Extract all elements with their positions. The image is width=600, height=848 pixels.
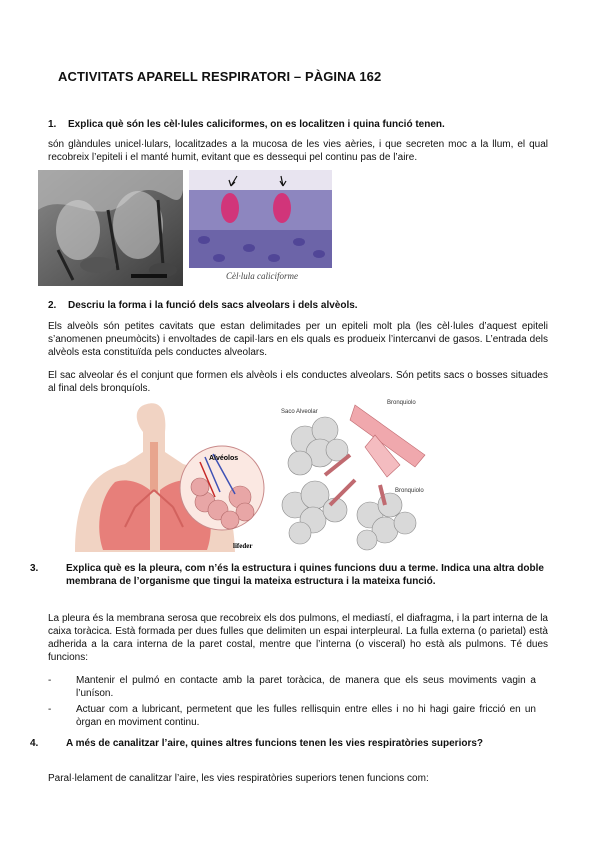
answer-2b: El sac alveolar és el conjunt que formen els alvèols i els conductes alveolars. Són petits sacs o bosses situades al final dels bronquíols. <box>48 370 548 394</box>
answer-2a: Els alveòls són petites cavitats que estan delimitades per un epiteli molt pla (les cèl·lules d’aquest epiteli s’anomenen pneumòcits) i envoltades de capil·lars en els quals es produeix l’intercanvi de gasos. L’entrada dels alvèols esta constituïda pels conductes alveolars. <box>48 321 548 358</box>
goblet-cell-image <box>189 170 332 268</box>
alveolos-label: Alvéolos <box>209 455 239 462</box>
figure-caption: Cèl·lula caliciforme <box>226 271 298 281</box>
micrograph-image <box>38 170 183 286</box>
saco-alveolar-label: Saco Alveolar <box>281 409 318 415</box>
question-text: Explica què es la pleura, com n’és la estructura i quines funcions duu a terme. Indica una altra doble membrana de l’organisme que tingui la mateixa estructura i la mateixa funció. <box>66 563 544 587</box>
question-number: 1. <box>48 119 57 130</box>
function-list <box>48 674 536 732</box>
alveolar-sac-illustration <box>275 395 435 555</box>
list-item <box>48 703 536 729</box>
list-item-text: Mantenir el pulmó en contacte amb la paret toràcica, de manera que els seus moviments vagin a l’uníson. <box>76 675 536 699</box>
lungs-illustration <box>55 402 270 552</box>
question-text: A més de canalitzar l’aire, quines altres funcions tenen les vies respiratòries superiors? <box>66 738 484 749</box>
list-item-text: Actuar com a lubricant, permetent que les fulles rellisquin entre elles i no hi hagi gaire fricció en un òrgan en moviment continu. <box>76 704 536 728</box>
bullet-dash: - <box>48 675 52 686</box>
answer-3: La pleura és la membrana serosa que recobreix els dos pulmons, el mediastí, el diafragma, i la part interna de la caixa toràcica. Està formada per dues fulles que delimiten un espai interpleural. La fulla externa (o parietal) està adherida a la cara interna de la paret costal, mentre que l’interna (o visceral) ho està als pulmons. Té dues funcions: <box>48 613 548 663</box>
answer-4: Paral·lelament de canalitzar l’aire, les vies respiratòries superiors tenen funcions com: <box>48 773 429 784</box>
question-1 <box>48 118 548 131</box>
list-item <box>48 674 536 700</box>
question-text: Descriu la forma i la funció dels sacs alveolars i dels alvèols. <box>68 300 358 311</box>
question-text: Explica què són les cèl·lules caliciformes, on es localitzen i quina funció tenen. <box>68 119 445 130</box>
question-2 <box>48 299 548 312</box>
question-4 <box>30 737 566 750</box>
bronquiolo-label: Bronquiolo <box>395 488 424 494</box>
answer-1: són glàndules unicel·lulars, localitzades a la mucosa de les vies aèries, i que secreten moc a la llum, el qual recobreix l’epiteli i el manté humit, evitant que es dessequi pel continu pas de l’aire. <box>48 139 548 163</box>
question-number: 2. <box>48 300 57 311</box>
lifeder-label: lifeder <box>233 542 253 550</box>
bronquiolo-label: Bronquiolo <box>387 400 416 406</box>
question-number: 4. <box>30 738 39 749</box>
page-title: ACTIVITATS APARELL RESPIRATORI – PÀGINA 162 <box>58 69 382 84</box>
question-3 <box>30 562 566 588</box>
question-number: 3. <box>30 563 39 574</box>
bullet-dash: - <box>48 704 52 715</box>
